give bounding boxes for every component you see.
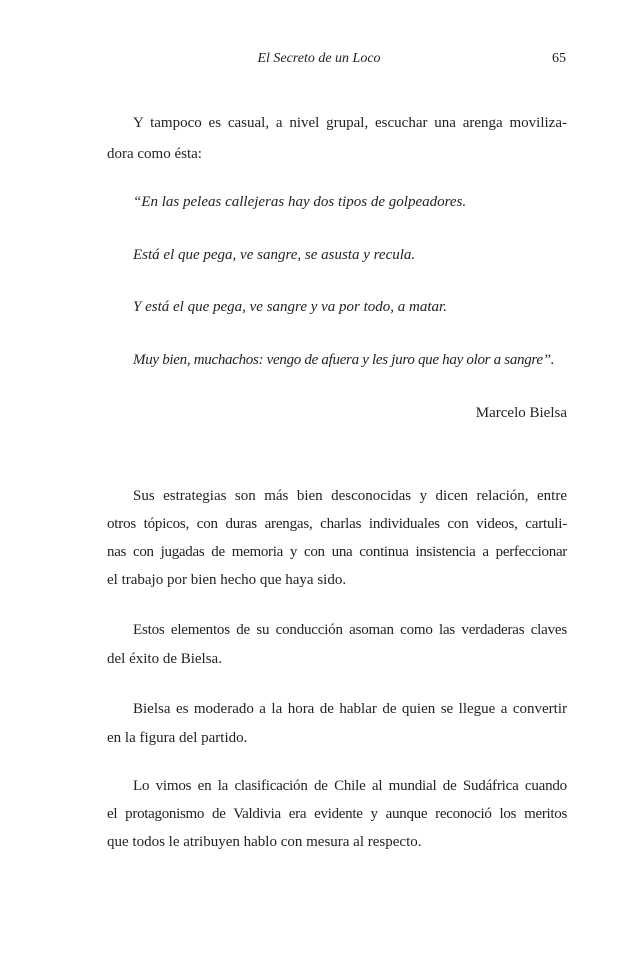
- paragraph-line: Lo vimos en la clasificación de Chile al mundial de Sudáfrica cuando: [133, 778, 567, 794]
- quote-line: Está el que pega, ve sangre, se asusta y recula.: [133, 247, 416, 263]
- quote-line: Muy bien, muchachos: vengo de afuera y les juro que hay olor a sangre”.: [133, 352, 555, 368]
- quote-attribution: Marcelo Bielsa: [475, 405, 567, 421]
- page-number: 65: [552, 51, 566, 66]
- running-header-title: El Secreto de un Loco: [257, 51, 381, 66]
- paragraph-line: nas con jugadas de memoria y con una continua insistencia a perfeccionar: [107, 544, 567, 560]
- paragraph-line: Sus estrategias son más bien desconocidas y dicen relación, entre: [133, 488, 567, 504]
- quote-line: “En las peleas callejeras hay dos tipos de golpeadores.: [133, 194, 467, 210]
- paragraph-line: otros tópicos, con duras arengas, charlas individuales con videos, cartuli-: [107, 516, 567, 532]
- quote-line: Y está el que pega, ve sangre y va por todo, a matar.: [133, 299, 447, 315]
- paragraph-line: que todos le atribuyen hablo con mesura al respecto.: [107, 834, 422, 850]
- paragraph-line: en la figura del partido.: [107, 730, 248, 746]
- paragraph-line: el trabajo por bien hecho que haya sido.: [107, 572, 347, 588]
- paragraph-line: el protagonismo de Valdivia era evidente y aunque reconoció los meritos: [107, 806, 567, 822]
- paragraph-line: del éxito de Bielsa.: [107, 651, 222, 667]
- paragraph-line: Y tampoco es casual, a nivel grupal, escuchar una arenga moviliza-: [133, 115, 567, 131]
- paragraph-line: dora como ésta:: [107, 146, 202, 162]
- paragraph-line: Bielsa es moderado a la hora de hablar de quien se llegue a convertir: [133, 701, 567, 717]
- paragraph-line: Estos elementos de su conducción asoman como las verdaderas claves: [133, 622, 567, 638]
